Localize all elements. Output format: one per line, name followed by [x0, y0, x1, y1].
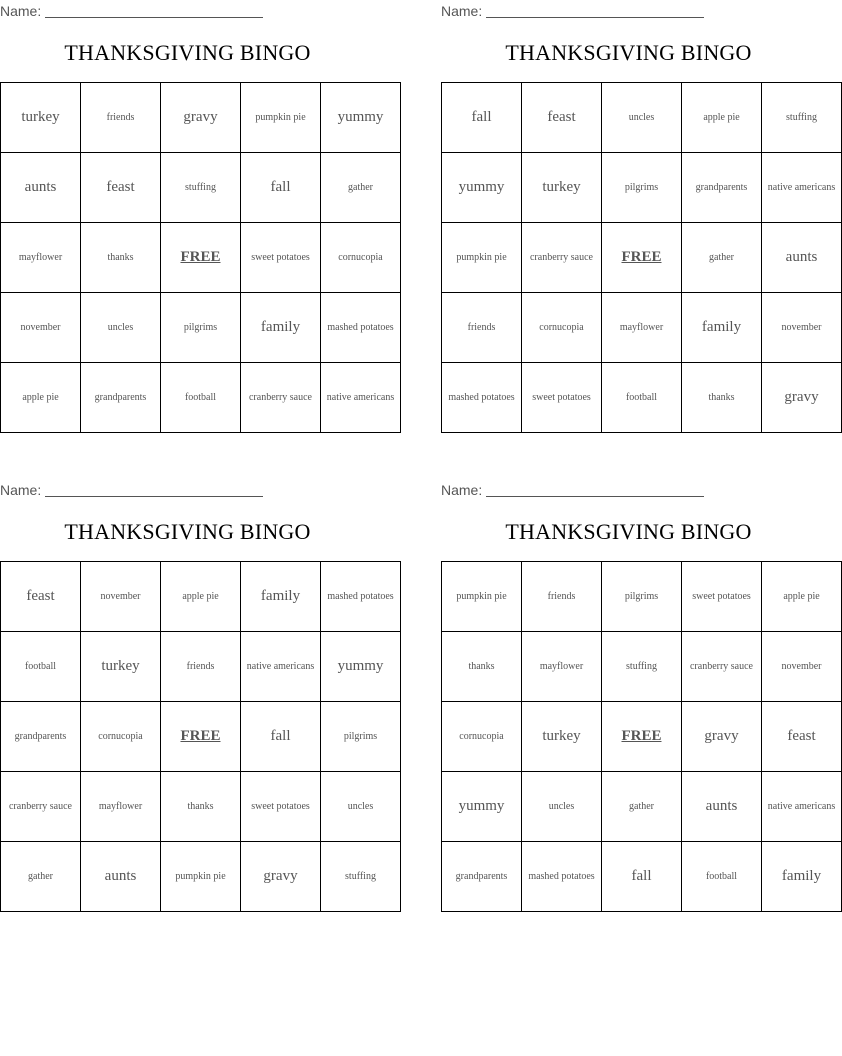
bingo-cell[interactable]: uncles	[81, 293, 161, 363]
bingo-row	[1, 363, 401, 433]
bingo-cell[interactable]: yummy	[442, 153, 522, 223]
bingo-cell[interactable]: apple pie	[682, 83, 762, 153]
bingo-cell[interactable]: native americans	[762, 772, 842, 842]
bingo-cell[interactable]: pilgrims	[602, 153, 682, 223]
bingo-row	[442, 363, 842, 433]
bingo-cell[interactable]: aunts	[682, 772, 762, 842]
bingo-row	[1, 702, 401, 772]
bingo-cell[interactable]: turkey	[1, 83, 81, 153]
bingo-cell[interactable]: gravy	[762, 363, 842, 433]
bingo-cell[interactable]: grandparents	[1, 702, 81, 772]
bingo-cell[interactable]: sweet potatoes	[241, 772, 321, 842]
name-label: Name:	[441, 3, 483, 19]
bingo-cell[interactable]: cranberry sauce	[1, 772, 81, 842]
name-field[interactable]	[441, 482, 704, 498]
bingo-cell[interactable]: football	[161, 363, 241, 433]
bingo-cell[interactable]: sweet potatoes	[682, 562, 762, 632]
name-field[interactable]	[0, 482, 263, 498]
bingo-cell[interactable]: mayflower	[1, 223, 81, 293]
bingo-cell[interactable]: gather	[602, 772, 682, 842]
bingo-cell[interactable]: family	[762, 842, 842, 912]
name-field[interactable]	[441, 3, 704, 19]
bingo-row	[442, 83, 842, 153]
name-underline	[486, 3, 704, 18]
bingo-cell[interactable]: fall	[241, 702, 321, 772]
bingo-cell[interactable]: pilgrims	[321, 702, 401, 772]
name-field[interactable]	[0, 3, 263, 19]
bingo-cell[interactable]: thanks	[442, 632, 522, 702]
name-label: Name:	[0, 482, 42, 498]
bingo-cell[interactable]: stuffing	[321, 842, 401, 912]
bingo-cell[interactable]: turkey	[81, 632, 161, 702]
bingo-grid	[441, 561, 842, 912]
free-space[interactable]: FREE	[602, 702, 682, 772]
bingo-cell[interactable]: cranberry sauce	[241, 363, 321, 433]
bingo-cell[interactable]: pilgrims	[161, 293, 241, 363]
bingo-cell[interactable]: mashed potatoes	[522, 842, 602, 912]
bingo-row	[1, 293, 401, 363]
bingo-cell[interactable]: cornucopia	[321, 223, 401, 293]
name-label: Name:	[0, 3, 42, 19]
bingo-cell[interactable]: sweet potatoes	[522, 363, 602, 433]
bingo-cell[interactable]: thanks	[682, 363, 762, 433]
bingo-row	[442, 153, 842, 223]
bingo-cell[interactable]: cornucopia	[81, 702, 161, 772]
free-space[interactable]: FREE	[161, 702, 241, 772]
bingo-row	[1, 632, 401, 702]
bingo-cell[interactable]: football	[682, 842, 762, 912]
bingo-cell[interactable]: cornucopia	[522, 293, 602, 363]
bingo-cell[interactable]: gather	[321, 153, 401, 223]
name-label: Name:	[441, 482, 483, 498]
bingo-cell[interactable]: feast	[81, 153, 161, 223]
bingo-cell[interactable]: cranberry sauce	[522, 223, 602, 293]
bingo-cell[interactable]: november	[762, 293, 842, 363]
bingo-cell[interactable]: thanks	[161, 772, 241, 842]
bingo-row	[442, 772, 842, 842]
bingo-cell[interactable]: fall	[241, 153, 321, 223]
bingo-cell[interactable]: mayflower	[522, 632, 602, 702]
bingo-cell[interactable]: friends	[161, 632, 241, 702]
free-space[interactable]: FREE	[161, 223, 241, 293]
name-underline	[45, 3, 263, 18]
bingo-cell[interactable]: sweet potatoes	[241, 223, 321, 293]
bingo-cell[interactable]: turkey	[522, 153, 602, 223]
bingo-row	[442, 562, 842, 632]
bingo-cell[interactable]: gather	[682, 223, 762, 293]
card-title: THANKSGIVING BINGO	[505, 40, 752, 65]
bingo-grid	[441, 82, 842, 433]
bingo-cell[interactable]: stuffing	[161, 153, 241, 223]
card-title: THANKSGIVING BINGO	[64, 40, 311, 65]
bingo-grid	[0, 561, 401, 912]
bingo-cell[interactable]: uncles	[602, 83, 682, 153]
bingo-cell[interactable]: november	[81, 562, 161, 632]
card-title: THANKSGIVING BINGO	[64, 519, 311, 544]
bingo-cell[interactable]: mayflower	[602, 293, 682, 363]
bingo-cell[interactable]: friends	[442, 293, 522, 363]
bingo-cell[interactable]: grandparents	[81, 363, 161, 433]
bingo-cell[interactable]: grandparents	[682, 153, 762, 223]
bingo-cell[interactable]: friends	[522, 562, 602, 632]
bingo-cell[interactable]: cornucopia	[442, 702, 522, 772]
bingo-cell[interactable]: uncles	[321, 772, 401, 842]
bingo-cell[interactable]: mashed potatoes	[321, 293, 401, 363]
bingo-cell[interactable]: apple pie	[1, 363, 81, 433]
bingo-cell[interactable]: gather	[1, 842, 81, 912]
bingo-row	[442, 842, 842, 912]
bingo-cell[interactable]: pumpkin pie	[241, 83, 321, 153]
bingo-cell[interactable]: stuffing	[762, 83, 842, 153]
bingo-cell[interactable]: family	[682, 293, 762, 363]
bingo-cell[interactable]: aunts	[1, 153, 81, 223]
bingo-cell[interactable]: uncles	[522, 772, 602, 842]
bingo-cell[interactable]: yummy	[442, 772, 522, 842]
bingo-row	[442, 632, 842, 702]
bingo-cell[interactable]: native americans	[762, 153, 842, 223]
bingo-cell[interactable]: native americans	[321, 363, 401, 433]
bingo-cell[interactable]: mashed potatoes	[321, 562, 401, 632]
bingo-cell[interactable]: yummy	[321, 632, 401, 702]
bingo-cell[interactable]: family	[241, 293, 321, 363]
bingo-cell[interactable]: cranberry sauce	[682, 632, 762, 702]
bingo-row	[1, 842, 401, 912]
bingo-row	[1, 562, 401, 632]
name-underline	[486, 482, 704, 497]
bingo-cell[interactable]: gravy	[161, 83, 241, 153]
bingo-cell[interactable]: football	[1, 632, 81, 702]
bingo-cell[interactable]: gravy	[682, 702, 762, 772]
bingo-cell[interactable]: thanks	[81, 223, 161, 293]
free-space[interactable]: FREE	[602, 223, 682, 293]
bingo-row	[1, 153, 401, 223]
bingo-cell[interactable]: yummy	[321, 83, 401, 153]
bingo-cell[interactable]: mayflower	[81, 772, 161, 842]
bingo-cell[interactable]: native americans	[241, 632, 321, 702]
bingo-cell[interactable]: fall	[442, 83, 522, 153]
bingo-cell[interactable]: pumpkin pie	[161, 842, 241, 912]
bingo-cell[interactable]: stuffing	[602, 632, 682, 702]
bingo-cell[interactable]: november	[762, 632, 842, 702]
bingo-cell[interactable]: feast	[1, 562, 81, 632]
bingo-cell[interactable]: grandparents	[442, 842, 522, 912]
bingo-cell[interactable]: mashed potatoes	[442, 363, 522, 433]
bingo-cell[interactable]: friends	[81, 83, 161, 153]
bingo-cell[interactable]: apple pie	[161, 562, 241, 632]
bingo-cell[interactable]: apple pie	[762, 562, 842, 632]
bingo-cell[interactable]: football	[602, 363, 682, 433]
bingo-cell[interactable]: pumpkin pie	[442, 223, 522, 293]
bingo-row	[442, 223, 842, 293]
bingo-cell[interactable]: november	[1, 293, 81, 363]
bingo-cell[interactable]: fall	[602, 842, 682, 912]
bingo-row	[442, 293, 842, 363]
bingo-cell[interactable]: feast	[522, 83, 602, 153]
name-underline	[45, 482, 263, 497]
bingo-cell[interactable]: pumpkin pie	[442, 562, 522, 632]
bingo-cell[interactable]: aunts	[762, 223, 842, 293]
bingo-row	[442, 702, 842, 772]
bingo-cell[interactable]: feast	[762, 702, 842, 772]
bingo-row	[1, 772, 401, 842]
bingo-row	[1, 223, 401, 293]
bingo-grid	[0, 82, 401, 433]
card-title: THANKSGIVING BINGO	[505, 519, 752, 544]
bingo-row	[1, 83, 401, 153]
bingo-cell[interactable]: pilgrims	[602, 562, 682, 632]
bingo-cell[interactable]: family	[241, 562, 321, 632]
bingo-cell[interactable]: aunts	[81, 842, 161, 912]
bingo-cell[interactable]: turkey	[522, 702, 602, 772]
bingo-cell[interactable]: gravy	[241, 842, 321, 912]
